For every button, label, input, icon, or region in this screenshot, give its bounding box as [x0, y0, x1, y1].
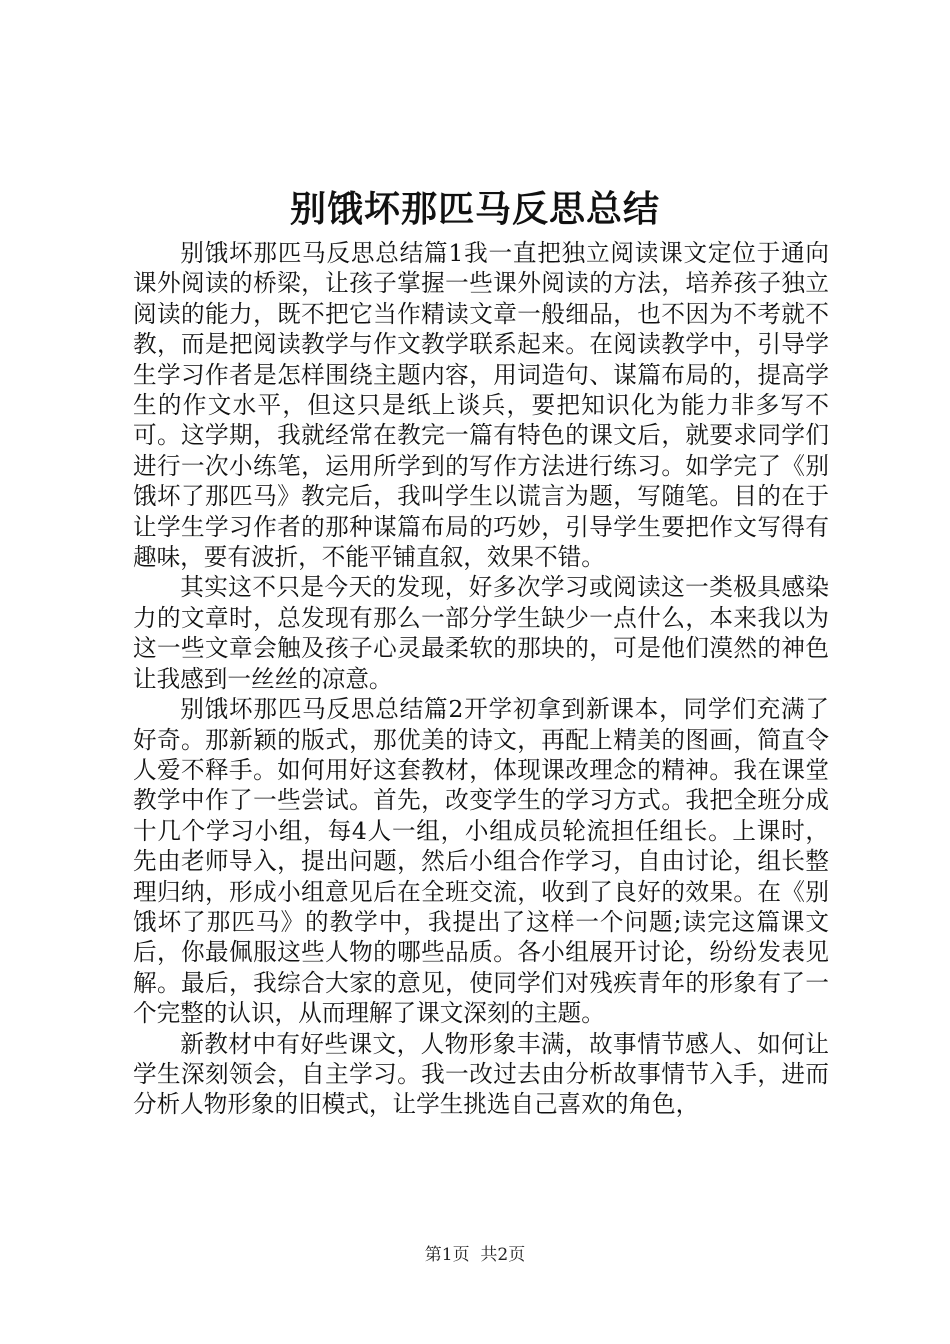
paragraph: 新教材中有好些课文，人物形象丰满，故事情节感人、如何让学生深刻领会，自主学习。我一改过去由分析故事情节入手，进而分析人物形象的旧模式，让学生挑选自己喜欢的角色，: [133, 1029, 829, 1119]
document-title: 别饿坏那匹马反思总结: [289, 188, 660, 230]
paragraph: 其实这不只是今天的发现，好多次学习或阅读这一类极具感染力的文章时，总发现有那么一部分学生缺少一点什么，本来我以为这一些文章会触及孩子心灵最柔软的那块的，可是他们漠然的神色让我感到一丝丝的凉意。: [133, 573, 829, 693]
paragraph: 别饿坏那匹马反思总结篇2开学初拿到新课本，同学们充满了好奇。那新颖的版式，那优美的诗文，再配上精美的图画，简直令人爱不释手。如何用好这套教材，体现课改理念的精神。我在课堂教学中作了一些尝试。首先，改变学生的学习方式。我把全班分成十几个学习小组，每4人一组，小组成员轮流担任组长。上课时，先由老师导入，提出问题，然后小组合作学习，自由讨论，组长整理归纳，形成小组意见后在全班交流，收到了良好的效果。在《别饿坏了那匹马》的教学中，我提出了这样一个问题;读完这篇课文后，你最佩服这些人物的哪些品质。各小组展开讨论，纷纷发表见解。最后，我综合大家的意见，使同学们对残疾青年的形象有了一个完整的认识，从而理解了课文深刻的主题。: [133, 695, 829, 1028]
page-footer: [0, 1243, 950, 1267]
footer-spacer: [470, 1245, 481, 1265]
paragraph: 别饿坏那匹马反思总结篇1我一直把独立阅读课文定位于通向课外阅读的桥梁，让孩子掌握一些课外阅读的方法，培养孩子独立阅读的能力，既不把它当作精读文章一般细品，也不因为不考就不教，而是把阅读教学与作文教学联系起来。在阅读教学中，引导学生学习作者是怎样围绕主题内容，用词造句、谋篇布局的，提高学生的作文水平，但这只是纸上谈兵，要把知识化为能力非多写不可。这学期，我就经常在教完一篇有特色的课文后，就要求同学们进行一次小练笔，运用所学到的写作方法进行练习。如学完了《别饿坏了那匹马》教完后，我叫学生以谎言为题，写随笔。目的在于让学生学习作者的那种谋篇布局的巧妙，引导学生要把作文写得有趣味，要有波折，不能平铺直叙，效果不错。: [133, 239, 829, 572]
document-body: [133, 238, 829, 1120]
page-number: 第1页: [424, 1245, 470, 1265]
page-total: 共2页: [480, 1245, 526, 1265]
